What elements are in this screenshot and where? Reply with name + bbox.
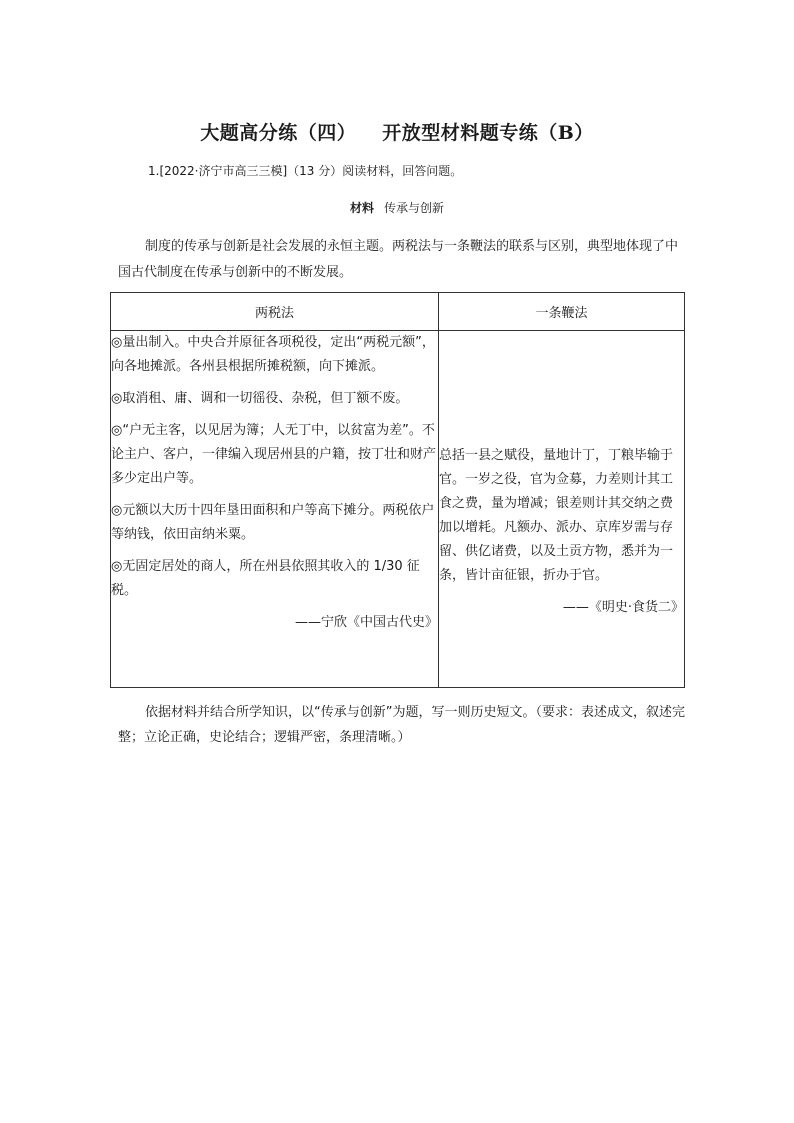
material-heading (0, 199, 794, 216)
page-title (0, 118, 794, 145)
table-body-row (111, 331, 685, 688)
list-item: ◎量出制入。中央合并原征各项税役，定出“两税元额”，向各地摊派。各州县根据所摊税额，向下摊派。 (111, 335, 435, 374)
header-liangshuifa: 两税法 (111, 293, 439, 331)
material-intro: 制度的传承与创新是社会发展的永恒主题。两税法与一条鞭法的联系与区别，典型地体现了中国古代制度在传承与创新中的不断发展。 (118, 239, 679, 280)
material-label: 材料 (349, 201, 374, 215)
material-title: 传承与创新 (384, 201, 445, 215)
header-yitiaobianfa: 一条鞭法 (439, 293, 685, 331)
title-part-2: 开放型材料题专练（B） (382, 122, 594, 144)
liangshuifa-cell (111, 331, 439, 688)
list-item: ◎“户无主客，以见居为簿；人无丁中，以贫富为差”。不论主户、客户，一律编入现居州县的户籍，按丁壮和财产多少定出户等。 (111, 423, 437, 486)
right-source-citation: ——《明史·食货二》 (562, 600, 684, 615)
yitiaobianfa-cell (439, 331, 685, 688)
yitiaobianfa-text: 总括一县之赋役，量地计丁，丁粮毕输于官。一岁之役，官为佥募，力差则计其工食之费，量为增减；银差则计其交纳之费加以增耗。凡额办、派办、京库岁需与存留、供亿诸费，以及土贡方物，悉并为一条，皆计亩征银，折办于官。 (439, 448, 674, 583)
comparison-table (110, 292, 685, 688)
table-header-row (111, 293, 685, 331)
list-item: ◎元额以大历十四年垦田面积和户等高下摊分。两税依户等纳钱，依田亩纳米粟。 (111, 503, 435, 542)
title-part-1: 大题高分练（四） (200, 122, 357, 144)
list-item: ◎取消租、庸、调和一切徭役、杂税，但丁额不废。 (111, 391, 409, 406)
list-item: ◎无固定居处的商人，所在州县依照其收入的 1/30 征税。 (111, 559, 420, 598)
question-stem: 1.[2022·济宁市高三三模]（13 分）阅读材料，回答问题。 (148, 164, 463, 178)
left-source-citation: ——宁欣《中国古代史》 (294, 615, 438, 630)
task-instruction: 依据材料并结合所学知识，以“传承与创新”为题，写一则历史短文。（要求：表述成文，叙述完整；立论正确，史论结合；逻辑严密，条理清晰。） (118, 705, 685, 745)
